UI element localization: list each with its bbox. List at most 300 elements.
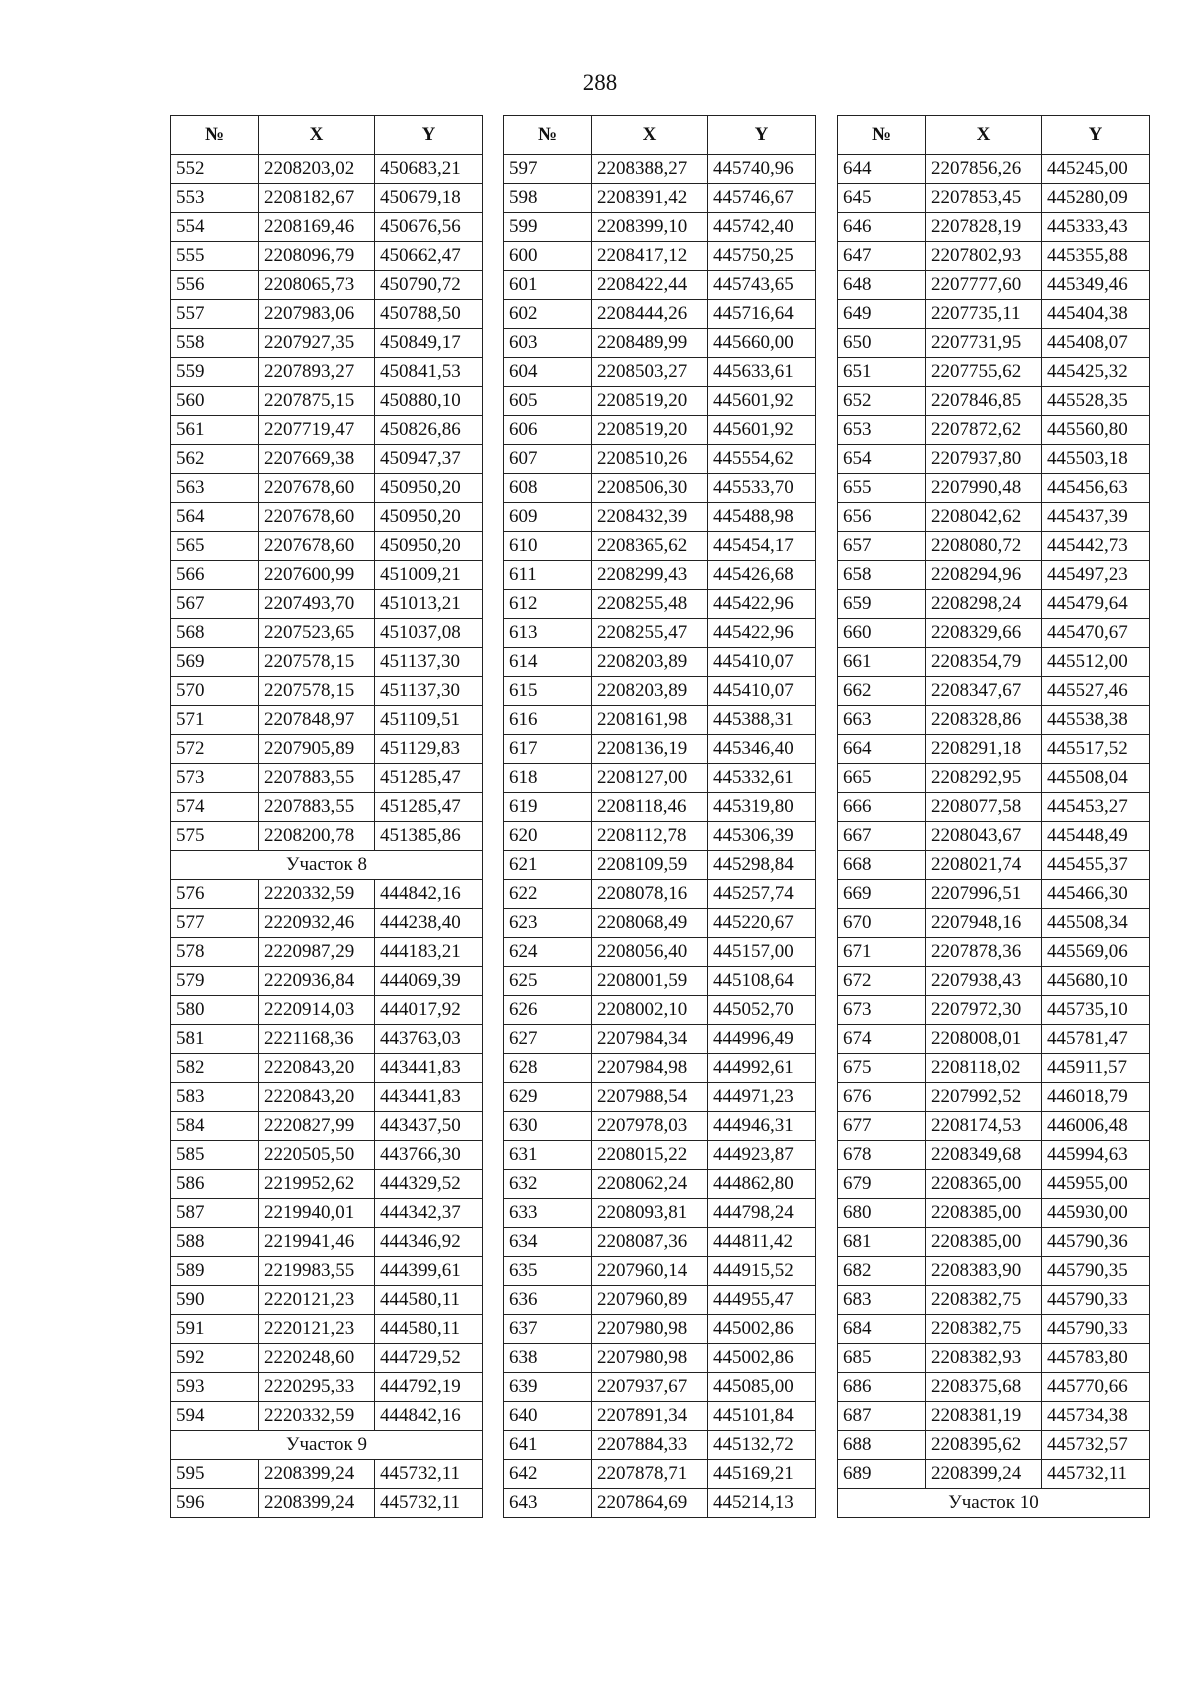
table-row [504, 880, 816, 909]
x-coordinate: 2208385,00 [926, 1199, 1042, 1228]
x-coordinate: 2207802,93 [926, 242, 1042, 271]
table-row [504, 1402, 816, 1431]
table-row [838, 1373, 1150, 1402]
x-coordinate: 2208015,22 [592, 1141, 708, 1170]
point-number: 630 [504, 1112, 592, 1141]
x-coordinate: 2208391,42 [592, 184, 708, 213]
table-row [504, 909, 816, 938]
x-coordinate: 2208203,02 [259, 155, 375, 184]
x-coordinate: 2207846,85 [926, 387, 1042, 416]
header-number: № [838, 116, 926, 155]
x-coordinate: 2208382,75 [926, 1286, 1042, 1315]
x-coordinate: 2208519,20 [592, 416, 708, 445]
point-number: 631 [504, 1141, 592, 1170]
y-coordinate: 445911,57 [1042, 1054, 1150, 1083]
table-row [838, 1054, 1150, 1083]
y-coordinate: 445601,92 [708, 416, 816, 445]
x-coordinate: 2207960,14 [592, 1257, 708, 1286]
x-coordinate: 2207875,15 [259, 387, 375, 416]
point-number: 666 [838, 793, 926, 822]
y-coordinate: 445528,35 [1042, 387, 1150, 416]
point-number: 678 [838, 1141, 926, 1170]
table-row [171, 213, 483, 242]
point-number: 557 [171, 300, 259, 329]
x-coordinate: 2207960,89 [592, 1286, 708, 1315]
table-row [504, 590, 816, 619]
table-row [171, 445, 483, 474]
table-row [838, 851, 1150, 880]
point-number: 654 [838, 445, 926, 474]
point-number: 632 [504, 1170, 592, 1199]
y-coordinate: 445955,00 [1042, 1170, 1150, 1199]
table-row [171, 619, 483, 648]
x-coordinate: 2207984,98 [592, 1054, 708, 1083]
x-coordinate: 2207937,80 [926, 445, 1042, 474]
point-number: 661 [838, 648, 926, 677]
point-number: 652 [838, 387, 926, 416]
x-coordinate: 2207937,67 [592, 1373, 708, 1402]
point-number: 636 [504, 1286, 592, 1315]
x-coordinate: 2219952,62 [259, 1170, 375, 1199]
x-coordinate: 2208349,68 [926, 1141, 1042, 1170]
point-number: 582 [171, 1054, 259, 1083]
table-row [171, 532, 483, 561]
x-coordinate: 2207988,54 [592, 1083, 708, 1112]
y-coordinate: 445280,09 [1042, 184, 1150, 213]
section-row [171, 1431, 483, 1460]
table-row [838, 735, 1150, 764]
point-number: 594 [171, 1402, 259, 1431]
y-coordinate: 444183,21 [375, 938, 483, 967]
y-coordinate: 445488,98 [708, 503, 816, 532]
x-coordinate: 2207883,55 [259, 764, 375, 793]
y-coordinate: 444798,24 [708, 1199, 816, 1228]
point-number: 575 [171, 822, 259, 851]
section-title: Участок 9 [171, 1431, 483, 1460]
x-coordinate: 2208347,67 [926, 677, 1042, 706]
x-coordinate: 2207864,69 [592, 1489, 708, 1518]
point-number: 570 [171, 677, 259, 706]
table-row [838, 938, 1150, 967]
point-number: 627 [504, 1025, 592, 1054]
point-number: 640 [504, 1402, 592, 1431]
table-row [504, 1460, 816, 1489]
y-coordinate: 445479,64 [1042, 590, 1150, 619]
section-title: Участок 8 [171, 851, 483, 880]
point-number: 609 [504, 503, 592, 532]
x-coordinate: 2220932,46 [259, 909, 375, 938]
y-coordinate: 444996,49 [708, 1025, 816, 1054]
point-number: 571 [171, 706, 259, 735]
y-coordinate: 450683,21 [375, 155, 483, 184]
y-coordinate: 445157,00 [708, 938, 816, 967]
y-coordinate: 445454,17 [708, 532, 816, 561]
table-row [504, 1315, 816, 1344]
y-coordinate: 445466,30 [1042, 880, 1150, 909]
point-number: 634 [504, 1228, 592, 1257]
x-coordinate: 2208077,58 [926, 793, 1042, 822]
table-row [504, 851, 816, 880]
table-row [171, 793, 483, 822]
y-coordinate: 444862,80 [708, 1170, 816, 1199]
y-coordinate: 445732,11 [375, 1489, 483, 1518]
table-row [838, 503, 1150, 532]
x-coordinate: 2208161,98 [592, 706, 708, 735]
x-coordinate: 2220914,03 [259, 996, 375, 1025]
coordinates-table-3 [837, 115, 1150, 1518]
y-coordinate: 445732,11 [1042, 1460, 1150, 1489]
table-row [838, 358, 1150, 387]
table-row [171, 1344, 483, 1373]
y-coordinate: 445660,00 [708, 329, 816, 358]
y-coordinate: 445790,33 [1042, 1315, 1150, 1344]
point-number: 580 [171, 996, 259, 1025]
x-coordinate: 2208381,19 [926, 1402, 1042, 1431]
table-row [504, 271, 816, 300]
point-number: 681 [838, 1228, 926, 1257]
point-number: 606 [504, 416, 592, 445]
y-coordinate: 444399,61 [375, 1257, 483, 1286]
y-coordinate: 445298,84 [708, 851, 816, 880]
y-coordinate: 450676,56 [375, 213, 483, 242]
y-coordinate: 445453,27 [1042, 793, 1150, 822]
x-coordinate: 2219941,46 [259, 1228, 375, 1257]
y-coordinate: 446018,79 [1042, 1083, 1150, 1112]
y-coordinate: 445442,73 [1042, 532, 1150, 561]
y-coordinate: 445220,67 [708, 909, 816, 938]
table-row [838, 822, 1150, 851]
point-number: 585 [171, 1141, 259, 1170]
x-coordinate: 2207938,43 [926, 967, 1042, 996]
x-coordinate: 2207669,38 [259, 445, 375, 474]
point-number: 674 [838, 1025, 926, 1054]
y-coordinate: 450947,37 [375, 445, 483, 474]
header-y: Y [375, 116, 483, 155]
x-coordinate: 2208043,67 [926, 822, 1042, 851]
x-coordinate: 2208068,49 [592, 909, 708, 938]
table-row [171, 503, 483, 532]
x-coordinate: 2208503,27 [592, 358, 708, 387]
table-row [838, 184, 1150, 213]
x-coordinate: 2208375,68 [926, 1373, 1042, 1402]
x-coordinate: 2207828,19 [926, 213, 1042, 242]
table-row [838, 880, 1150, 909]
point-number: 554 [171, 213, 259, 242]
point-number: 683 [838, 1286, 926, 1315]
y-coordinate: 445508,34 [1042, 909, 1150, 938]
point-number: 629 [504, 1083, 592, 1112]
y-coordinate: 445781,47 [1042, 1025, 1150, 1054]
y-coordinate: 445169,21 [708, 1460, 816, 1489]
point-number: 664 [838, 735, 926, 764]
point-number: 642 [504, 1460, 592, 1489]
point-number: 626 [504, 996, 592, 1025]
y-coordinate: 443441,83 [375, 1083, 483, 1112]
y-coordinate: 451037,08 [375, 619, 483, 648]
table-row [838, 387, 1150, 416]
x-coordinate: 2221168,36 [259, 1025, 375, 1054]
x-coordinate: 2208255,47 [592, 619, 708, 648]
y-coordinate: 445560,80 [1042, 416, 1150, 445]
y-coordinate: 443763,03 [375, 1025, 483, 1054]
y-coordinate: 445732,11 [375, 1460, 483, 1489]
table-row [171, 1228, 483, 1257]
table-row [171, 561, 483, 590]
point-number: 556 [171, 271, 259, 300]
x-coordinate: 2208510,26 [592, 445, 708, 474]
y-coordinate: 444346,92 [375, 1228, 483, 1257]
y-coordinate: 443766,30 [375, 1141, 483, 1170]
x-coordinate: 2208112,78 [592, 822, 708, 851]
table-row [838, 590, 1150, 619]
x-coordinate: 2208087,36 [592, 1228, 708, 1257]
table-row [838, 329, 1150, 358]
x-coordinate: 2207493,70 [259, 590, 375, 619]
x-coordinate: 2208399,24 [926, 1460, 1042, 1489]
x-coordinate: 2208169,46 [259, 213, 375, 242]
point-number: 688 [838, 1431, 926, 1460]
x-coordinate: 2220332,59 [259, 1402, 375, 1431]
point-number: 596 [171, 1489, 259, 1518]
x-coordinate: 2220121,23 [259, 1315, 375, 1344]
y-coordinate: 444955,47 [708, 1286, 816, 1315]
y-coordinate: 444811,42 [708, 1228, 816, 1257]
table-row [504, 1054, 816, 1083]
section-row [171, 851, 483, 880]
y-coordinate: 445108,64 [708, 967, 816, 996]
point-number: 560 [171, 387, 259, 416]
table-row [504, 764, 816, 793]
point-number: 561 [171, 416, 259, 445]
point-number: 686 [838, 1373, 926, 1402]
table-row [171, 242, 483, 271]
y-coordinate: 445508,04 [1042, 764, 1150, 793]
point-number: 663 [838, 706, 926, 735]
x-coordinate: 2220121,23 [259, 1286, 375, 1315]
point-number: 648 [838, 271, 926, 300]
table-row [838, 242, 1150, 271]
point-number: 559 [171, 358, 259, 387]
table-row [504, 474, 816, 503]
table-row [504, 300, 816, 329]
y-coordinate: 444992,61 [708, 1054, 816, 1083]
x-coordinate: 2207984,34 [592, 1025, 708, 1054]
table-row [504, 648, 816, 677]
y-coordinate: 445349,46 [1042, 271, 1150, 300]
point-number: 649 [838, 300, 926, 329]
table-row [171, 1489, 483, 1518]
table-row [171, 1257, 483, 1286]
table-row [838, 706, 1150, 735]
y-coordinate: 444842,16 [375, 1402, 483, 1431]
table-row [171, 1402, 483, 1431]
point-number: 625 [504, 967, 592, 996]
table-row [504, 938, 816, 967]
point-number: 602 [504, 300, 592, 329]
table-row [504, 996, 816, 1025]
y-coordinate: 445422,96 [708, 590, 816, 619]
table-row [838, 1170, 1150, 1199]
y-coordinate: 451285,47 [375, 764, 483, 793]
table-row [504, 1373, 816, 1402]
x-coordinate: 2208299,43 [592, 561, 708, 590]
y-coordinate: 444971,23 [708, 1083, 816, 1112]
point-number: 608 [504, 474, 592, 503]
table-row [504, 532, 816, 561]
point-number: 677 [838, 1112, 926, 1141]
table-row [171, 735, 483, 764]
x-coordinate: 2208489,99 [592, 329, 708, 358]
y-coordinate: 451129,83 [375, 735, 483, 764]
table-row [171, 590, 483, 619]
y-coordinate: 450826,86 [375, 416, 483, 445]
point-number: 656 [838, 503, 926, 532]
x-coordinate: 2207972,30 [926, 996, 1042, 1025]
x-coordinate: 2208062,24 [592, 1170, 708, 1199]
x-coordinate: 2220843,20 [259, 1054, 375, 1083]
point-number: 592 [171, 1344, 259, 1373]
y-coordinate: 445554,62 [708, 445, 816, 474]
y-coordinate: 445734,38 [1042, 1402, 1150, 1431]
point-number: 639 [504, 1373, 592, 1402]
point-number: 671 [838, 938, 926, 967]
table-row [171, 677, 483, 706]
x-coordinate: 2208388,27 [592, 155, 708, 184]
y-coordinate: 445002,86 [708, 1344, 816, 1373]
y-coordinate: 444069,39 [375, 967, 483, 996]
x-coordinate: 2208182,67 [259, 184, 375, 213]
x-coordinate: 2208385,00 [926, 1228, 1042, 1257]
point-number: 665 [838, 764, 926, 793]
table-row [171, 996, 483, 1025]
point-number: 598 [504, 184, 592, 213]
table-row [171, 1112, 483, 1141]
table-row [838, 996, 1150, 1025]
table-row [171, 1170, 483, 1199]
y-coordinate: 445732,57 [1042, 1431, 1150, 1460]
y-coordinate: 444946,31 [708, 1112, 816, 1141]
point-number: 567 [171, 590, 259, 619]
x-coordinate: 2207980,98 [592, 1315, 708, 1344]
point-number: 613 [504, 619, 592, 648]
y-coordinate: 450950,20 [375, 532, 483, 561]
x-coordinate: 2208065,73 [259, 271, 375, 300]
table-row [171, 416, 483, 445]
x-coordinate: 2208399,10 [592, 213, 708, 242]
y-coordinate: 445448,49 [1042, 822, 1150, 851]
y-coordinate: 443437,50 [375, 1112, 483, 1141]
point-number: 660 [838, 619, 926, 648]
x-coordinate: 2208174,53 [926, 1112, 1042, 1141]
table-row [838, 1199, 1150, 1228]
point-number: 593 [171, 1373, 259, 1402]
x-coordinate: 2207878,71 [592, 1460, 708, 1489]
table-row [171, 474, 483, 503]
x-coordinate: 2208329,66 [926, 619, 1042, 648]
point-number: 659 [838, 590, 926, 619]
table-row [838, 793, 1150, 822]
x-coordinate: 2208294,96 [926, 561, 1042, 590]
x-coordinate: 2207983,06 [259, 300, 375, 329]
y-coordinate: 445085,00 [708, 1373, 816, 1402]
y-coordinate: 450841,53 [375, 358, 483, 387]
point-number: 641 [504, 1431, 592, 1460]
y-coordinate: 451137,30 [375, 648, 483, 677]
section-row [838, 1489, 1150, 1518]
table-row [838, 1402, 1150, 1431]
point-number: 650 [838, 329, 926, 358]
point-number: 583 [171, 1083, 259, 1112]
x-coordinate: 2208354,79 [926, 648, 1042, 677]
header-y: Y [708, 116, 816, 155]
y-coordinate: 445257,74 [708, 880, 816, 909]
point-number: 614 [504, 648, 592, 677]
table-row [171, 271, 483, 300]
x-coordinate: 2207678,60 [259, 474, 375, 503]
point-number: 622 [504, 880, 592, 909]
point-number: 638 [504, 1344, 592, 1373]
y-coordinate: 445456,63 [1042, 474, 1150, 503]
y-coordinate: 450950,20 [375, 474, 483, 503]
table-row [838, 1431, 1150, 1460]
y-coordinate: 445533,70 [708, 474, 816, 503]
table-row [171, 764, 483, 793]
point-number: 579 [171, 967, 259, 996]
x-coordinate: 2207578,15 [259, 677, 375, 706]
point-number: 584 [171, 1112, 259, 1141]
y-coordinate: 451385,86 [375, 822, 483, 851]
table-row [171, 1083, 483, 1112]
table-row [171, 1286, 483, 1315]
table-row [504, 213, 816, 242]
y-coordinate: 445770,66 [1042, 1373, 1150, 1402]
point-number: 569 [171, 648, 259, 677]
y-coordinate: 445538,38 [1042, 706, 1150, 735]
table-row [838, 1460, 1150, 1489]
table-row [171, 155, 483, 184]
point-number: 657 [838, 532, 926, 561]
x-coordinate: 2207883,55 [259, 793, 375, 822]
point-number: 563 [171, 474, 259, 503]
table-row [504, 329, 816, 358]
table-row [504, 967, 816, 996]
y-coordinate: 445426,68 [708, 561, 816, 590]
table-row [838, 561, 1150, 590]
point-number: 553 [171, 184, 259, 213]
table-row [504, 1141, 816, 1170]
table-row [504, 155, 816, 184]
point-number: 574 [171, 793, 259, 822]
point-number: 628 [504, 1054, 592, 1083]
x-coordinate: 2208008,01 [926, 1025, 1042, 1054]
table-row [171, 909, 483, 938]
table-row [171, 938, 483, 967]
x-coordinate: 2208292,95 [926, 764, 1042, 793]
x-coordinate: 2208444,26 [592, 300, 708, 329]
x-coordinate: 2207980,98 [592, 1344, 708, 1373]
y-coordinate: 443441,83 [375, 1054, 483, 1083]
y-coordinate: 445601,92 [708, 387, 816, 416]
y-coordinate: 445333,43 [1042, 213, 1150, 242]
table-row [171, 358, 483, 387]
point-number: 676 [838, 1083, 926, 1112]
point-number: 655 [838, 474, 926, 503]
table-row [171, 1199, 483, 1228]
point-number: 669 [838, 880, 926, 909]
header-number: № [171, 116, 259, 155]
x-coordinate: 2208395,62 [926, 1431, 1042, 1460]
y-coordinate: 445214,13 [708, 1489, 816, 1518]
